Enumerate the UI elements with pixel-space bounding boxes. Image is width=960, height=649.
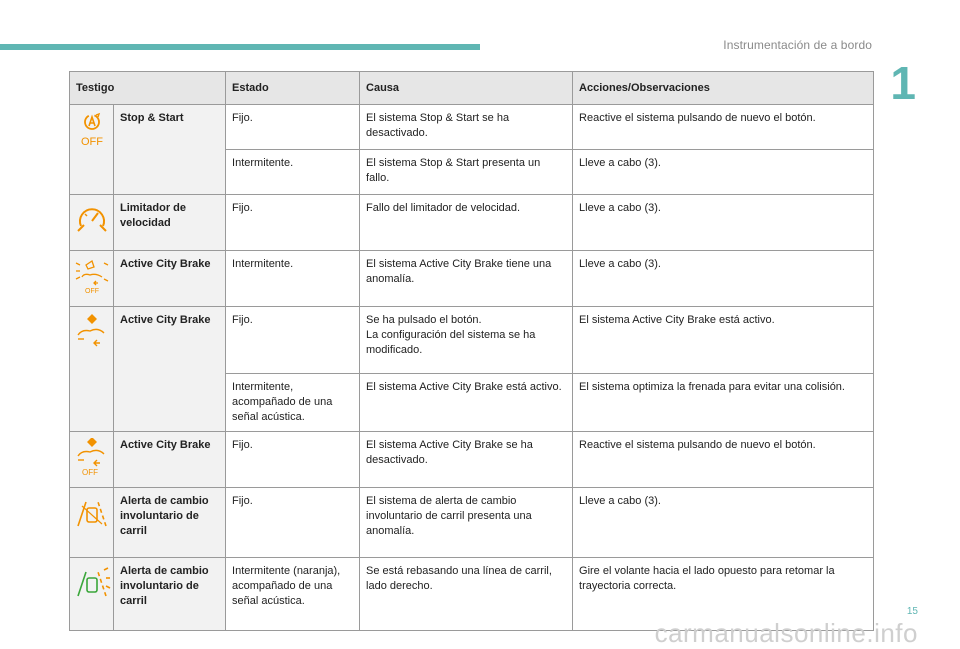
active-city-brake-icon bbox=[70, 307, 114, 432]
header-causa: Causa bbox=[360, 72, 573, 105]
chapter-number: 1 bbox=[890, 57, 916, 109]
active-city-brake-off-flashing-icon bbox=[70, 251, 114, 307]
page-number: 15 bbox=[906, 606, 918, 617]
causa-cell bbox=[360, 307, 573, 374]
warning-name: Limitador de velocidad bbox=[114, 195, 226, 251]
table-row bbox=[70, 432, 874, 488]
lane-departure-warning-active-icon bbox=[70, 558, 114, 631]
header-testigo: Testigo bbox=[70, 72, 226, 105]
header-estado: Estado bbox=[226, 72, 360, 105]
warning-name: Stop & Start bbox=[114, 105, 226, 195]
svg-text:OFF: OFF bbox=[81, 136, 103, 148]
acciones-cell: Lleve a cabo (3). bbox=[573, 150, 874, 195]
header-acciones: Acciones/Observaciones bbox=[573, 72, 874, 105]
estado-cell: Intermitente. bbox=[226, 150, 360, 195]
causa-cell: Se está rebasando una línea de carril, lado derecho. bbox=[360, 558, 573, 631]
svg-text:OFF: OFF bbox=[85, 288, 99, 295]
estado-cell: Intermitente. bbox=[226, 251, 360, 307]
acciones-cell: Lleve a cabo (3). bbox=[573, 251, 874, 307]
acciones-cell: El sistema Active City Brake está activo. bbox=[573, 307, 874, 374]
causa-cell: El sistema Stop & Start presenta un fallo. bbox=[360, 150, 573, 195]
estado-cell: Fijo. bbox=[226, 105, 360, 150]
estado-cell: Intermitente (naranja), acompañado de una señal acústica. bbox=[226, 558, 360, 631]
causa-cell: Fallo del limitador de velocidad. bbox=[360, 195, 573, 251]
warning-lights-table bbox=[69, 71, 874, 631]
causa-cell: El sistema Active City Brake está activo. bbox=[360, 374, 573, 432]
estado-cell: Fijo. bbox=[226, 488, 360, 558]
warning-name: Active City Brake bbox=[114, 251, 226, 307]
causa-cell: El sistema Stop & Start se ha desactivado. bbox=[360, 105, 573, 150]
header-accent-bar bbox=[0, 44, 480, 50]
warning-name: Active City Brake bbox=[114, 307, 226, 432]
estado-cell: Intermitente, acompañado de una señal acústica. bbox=[226, 374, 360, 432]
table-row bbox=[70, 105, 874, 150]
causa-cell: El sistema de alerta de cambio involuntario de carril presenta una anomalía. bbox=[360, 488, 573, 558]
table-header-row bbox=[70, 72, 874, 105]
acciones-cell: Reactive el sistema pulsando de nuevo el botón. bbox=[573, 105, 874, 150]
acciones-cell: Gire el volante hacia el lado opuesto para retomar la trayectoria correcta. bbox=[573, 558, 874, 631]
acciones-cell: Lleve a cabo (3). bbox=[573, 195, 874, 251]
watermark: carmanualsonline.info bbox=[654, 618, 918, 648]
estado-cell: Fijo. bbox=[226, 432, 360, 488]
lane-departure-warning-icon bbox=[70, 488, 114, 558]
causa-cell: El sistema Active City Brake tiene una anomalía. bbox=[360, 251, 573, 307]
estado-cell: Fijo. bbox=[226, 195, 360, 251]
causa-cell: El sistema Active City Brake se ha desactivado. bbox=[360, 432, 573, 488]
table-row bbox=[70, 307, 874, 374]
speed-limiter-icon bbox=[70, 195, 114, 251]
warning-name: Alerta de cambio involuntario de carril bbox=[114, 558, 226, 631]
svg-text:OFF: OFF bbox=[82, 468, 98, 476]
acciones-cell: Lleve a cabo (3). bbox=[573, 488, 874, 558]
warning-name: Alerta de cambio involuntario de carril bbox=[114, 488, 226, 558]
table-row bbox=[70, 488, 874, 558]
table-row bbox=[70, 195, 874, 251]
section-title: Instrumentación de a bordo bbox=[723, 38, 872, 52]
active-city-brake-off-icon bbox=[70, 432, 114, 488]
stop-start-off-icon bbox=[70, 105, 114, 195]
estado-cell: Fijo. bbox=[226, 307, 360, 374]
acciones-cell: El sistema optimiza la frenada para evitar una colisión. bbox=[573, 374, 874, 432]
causa-line: Se ha pulsado el botón. bbox=[366, 314, 482, 326]
table-row bbox=[70, 251, 874, 307]
acciones-cell: Reactive el sistema pulsando de nuevo el botón. bbox=[573, 432, 874, 488]
causa-line: La configuración del sistema se ha modificado. bbox=[366, 329, 536, 356]
warning-name: Active City Brake bbox=[114, 432, 226, 488]
